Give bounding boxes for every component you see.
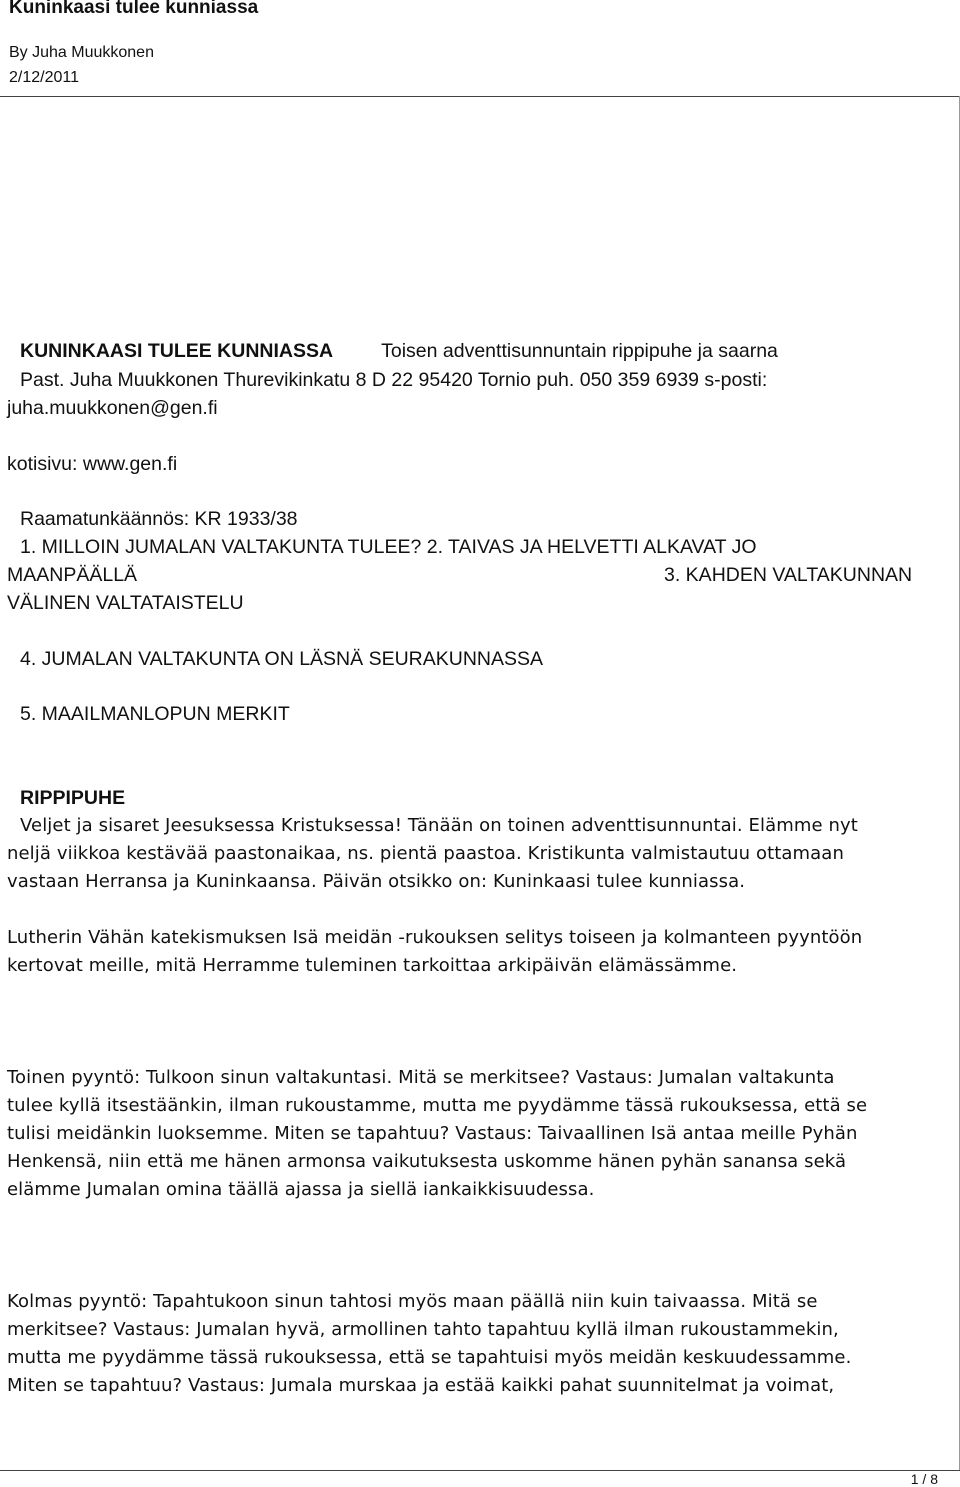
para3-line5: elämme Jumalan omina täällä ajassa ja siellä iankaikkisuudessa.	[7, 1179, 595, 1200]
translation-line: Raamatunkäännös: KR 1933/38	[20, 508, 298, 530]
author-line: By Juha Muukkonen	[9, 44, 154, 61]
para3-line4: Henkensä, niin että me hänen armonsa vaikutuksesta uskomme hänen pyhän sanansa sekä	[7, 1151, 847, 1172]
page-number: 1 / 8	[910, 1471, 938, 1487]
para1-line3: vastaan Herransa ja Kuninkaansa. Päivän otsikko on: Kuninkaasi tulee kunniassa.	[7, 871, 746, 892]
intro-heading-rest: Toisen adventtisunnuntain rippipuhe ja saarna	[381, 340, 778, 362]
homepage-line: kotisivu: www.gen.fi	[7, 453, 178, 475]
contact-line: Past. Juha Muukkonen Thurevikinkatu 8 D 22 95420 Tornio puh. 050 359 6939 s-posti:	[20, 369, 768, 391]
para1-line1: Veljet ja sisaret Jeesuksessa Kristuksessa! Tänään on toinen adventtisunnuntai. Elämme nyt	[20, 815, 858, 836]
toc-row-3: VÄLINEN VALTATAISTELU	[7, 592, 244, 614]
footer-divider	[0, 1470, 960, 1471]
para4-line4: Miten se tapahtuu? Vastaus: Jumala murskaa ja estää kaikki pahat suunnitelmat ja voimat,	[7, 1375, 835, 1396]
para1-line2: neljä viikkoa kestävää paastonaikaa, ns. pientä paastoa. Kristikunta valmistautuu ottamaan	[7, 843, 844, 864]
section-heading-rippipuhe: RIPPIPUHE	[20, 787, 126, 809]
para3-line2: tulee kyllä itsestäänkin, ilman rukoustamme, mutta me pyydämme tässä rukouksessa, että se	[7, 1095, 868, 1116]
header-divider	[0, 96, 960, 97]
toc-row-2-left: MAANPÄÄLLÄ	[7, 564, 138, 586]
para4-line1: Kolmas pyyntö: Tapahtukoon sinun tahtosi myös maan päällä niin kuin taivaassa. Mitä se	[7, 1291, 818, 1312]
date-line: 2/12/2011	[9, 69, 79, 86]
toc-row-1: 1. MILLOIN JUMALAN VALTAKUNTA TULEE? 2. TAIVAS JA HELVETTI ALKAVAT JO	[20, 536, 757, 558]
intro-heading	[20, 340, 778, 363]
toc-row-2-right: 3. KAHDEN VALTAKUNNAN	[664, 564, 913, 586]
para2-line1: Lutherin Vähän katekismuksen Isä meidän -rukouksen selitys toiseen ja kolmanteen pyyntöön	[7, 927, 863, 948]
intro-heading-bold: KUNINKAASI TULEE KUNNIASSA	[20, 340, 334, 362]
toc-item-5: 5. MAAILMANLOPUN MERKIT	[20, 703, 290, 725]
para2-line2: kertovat meille, mitä Herramme tuleminen tarkoittaa arkipäivän elämässämme.	[7, 955, 738, 976]
para3-line1: Toinen pyyntö: Tulkoon sinun valtakuntasi. Mitä se merkitsee? Vastaus: Jumalan valtakunta	[7, 1067, 835, 1088]
para4-line3: mutta me pyydämme tässä rukouksessa, että se tapahtuisi myös meidän keskuudessamme.	[7, 1347, 852, 1368]
para4-line2: merkitsee? Vastaus: Jumalan hyvä, armollinen tahto tapahtuu kyllä ilman rukoustammekin,	[7, 1319, 839, 1340]
email-line: juha.muukkonen@gen.fi	[7, 397, 218, 419]
document-title: Kuninkaasi tulee kunniassa	[9, 0, 259, 18]
para3-line3: tulisi meidänkin luoksemme. Miten se tapahtuu? Vastaus: Taivaallinen Isä antaa meille Pyhän	[7, 1123, 858, 1144]
toc-item-4: 4. JUMALAN VALTAKUNTA ON LÄSNÄ SEURAKUNNASSA	[20, 648, 544, 670]
